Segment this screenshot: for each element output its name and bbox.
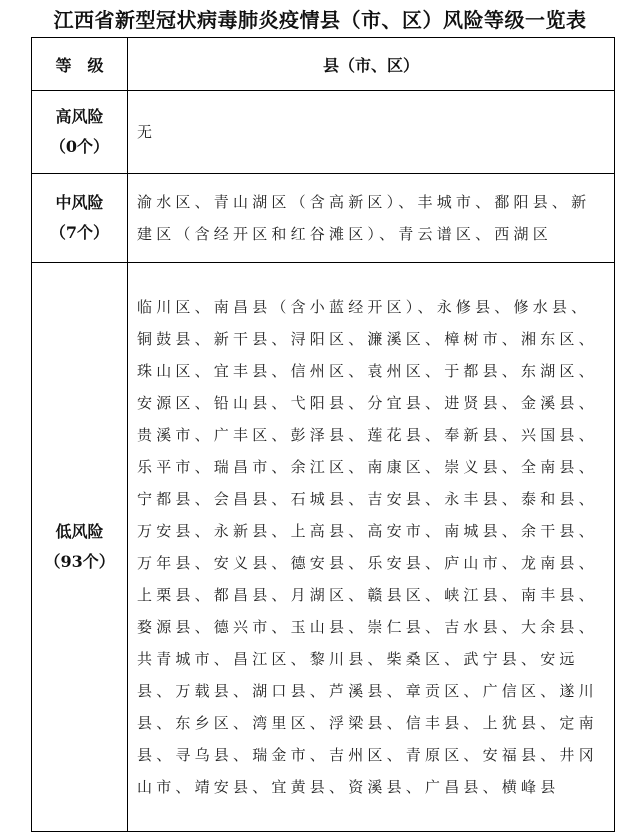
level-cell bbox=[32, 91, 128, 174]
level-cell bbox=[32, 174, 128, 263]
table-header-row bbox=[32, 38, 615, 91]
areas-cell: 无 bbox=[128, 91, 615, 174]
level-name: 低风险 bbox=[55, 522, 104, 541]
level-count: （7个） bbox=[49, 223, 110, 242]
level-cell bbox=[32, 263, 128, 832]
table-row-medium-risk bbox=[32, 174, 615, 263]
areas-cell: 渝水区、青山湖区（含高新区）、丰城市、鄱阳县、新建区（含经开区和红谷滩区）、青云谱区、西湖区 bbox=[128, 174, 615, 263]
level-count: （0个） bbox=[49, 137, 110, 156]
table-row-high-risk bbox=[32, 91, 615, 174]
header-areas: 县（市、区） bbox=[128, 38, 615, 91]
areas-cell: 临川区、南昌县（含小蓝经开区）、永修县、修水县、铜鼓县、新干县、浔阳区、濂溪区、樟树市、湘东区、珠山区、宜丰县、信州区、袁州区、于都县、东湖区、安源区、铅山县、弋阳县、分宜县、进贤县、金溪县、贵溪市、广丰区、彭泽县、莲花县、奉新县、兴国县、乐平市、瑞昌市、余江区、南康区、崇义县、全南县、宁都县、会昌县、石城县、吉安县、永丰县、泰和县、万安县、永新县、上高县、高安市、南城县、余干县、万年县、安义县、德安县、乐安县、庐山市、龙南县、上栗县、都昌县、月湖区、赣县区、峡江县、南丰县、婺源县、德兴市、玉山县、崇仁县、吉水县、大余县、共青城市、昌江区、黎川县、柴桑区、武宁县、安远县、万载县、湖口县、芦溪县、章贡区、广信区、遂川县、东乡区、湾里区、浮梁县、信丰县、上犹县、定南县、寻乌县、瑞金市、吉州区、青原区、安福县、井冈山市、靖安县、宜黄县、资溪县、广昌县、横峰县 bbox=[128, 263, 615, 832]
header-level: 等 级 bbox=[32, 38, 128, 91]
level-name: 高风险 bbox=[55, 107, 104, 126]
table-row-low-risk bbox=[32, 263, 615, 832]
level-count: （93个） bbox=[44, 552, 115, 571]
page-title: 江西省新型冠状病毒肺炎疫情县（市、区）风险等级一览表 bbox=[53, 8, 587, 32]
level-name: 中风险 bbox=[55, 193, 104, 212]
risk-level-table bbox=[31, 37, 615, 832]
